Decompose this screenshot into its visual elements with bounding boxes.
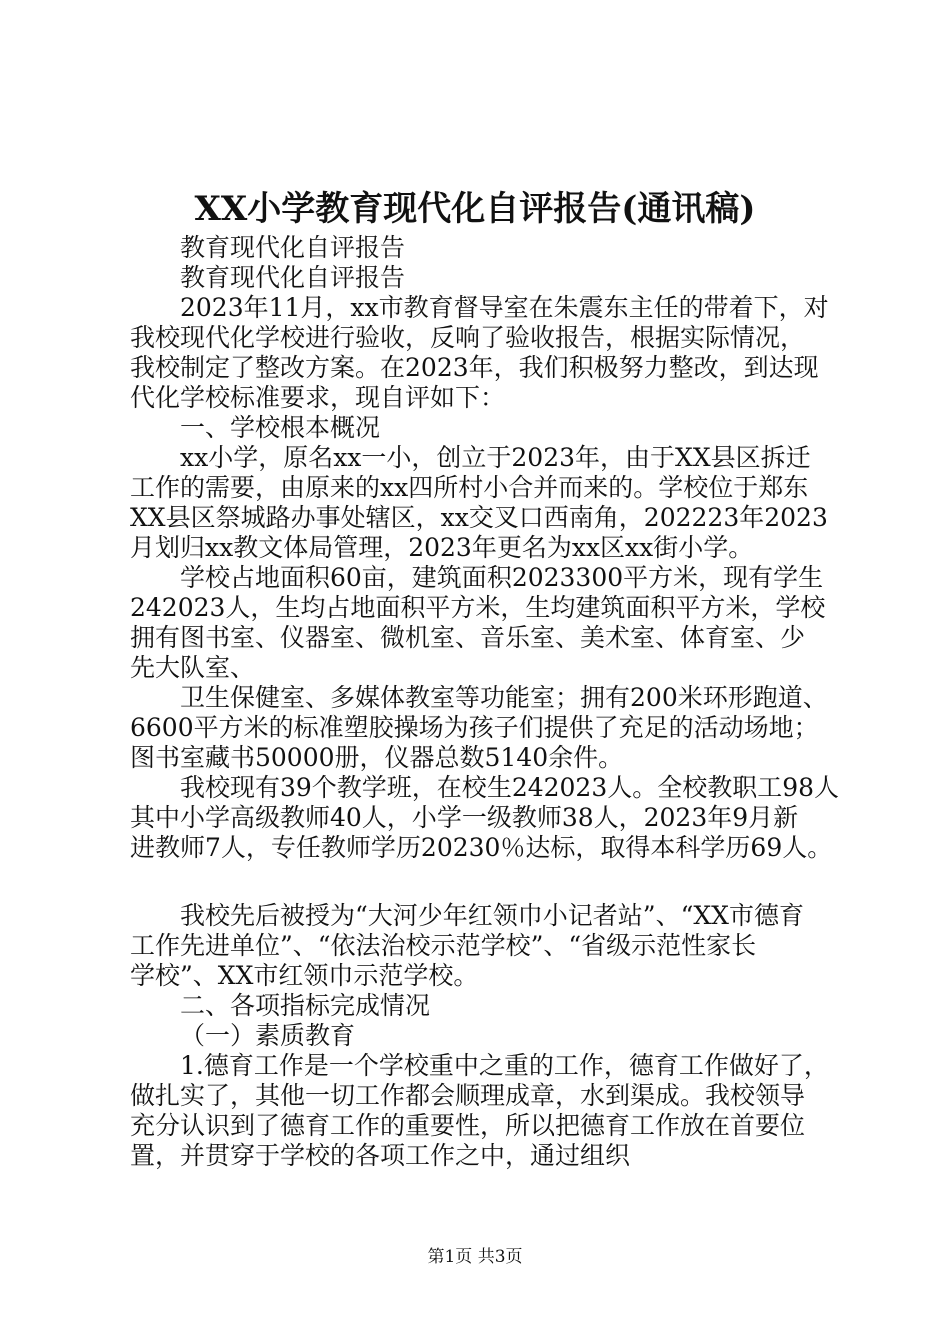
- section-heading: 二、各项指标完成情况: [180, 991, 431, 1020]
- document-title: XX小学教育现代化自评报告(通讯稿): [194, 189, 756, 229]
- subtitle-line: 教育现代化自评报告: [180, 263, 406, 292]
- document-body: [130, 233, 850, 1171]
- paragraph-line: 学校”、XX市红领巾示范学校。: [130, 961, 479, 990]
- paragraph-line: 工作的需要，由原来的xx四所村小合并而来的。学校位于郑东: [130, 473, 809, 502]
- paragraph-line: 我校制定了整改方案。在2023年，我们积极努力整改，到达现: [130, 353, 819, 382]
- paragraph-line: 进教师7人，专任教师学历20230％达标，取得本科学历69人。: [130, 833, 833, 862]
- paragraph-line: 2023年11月，xx市教育督导室在朱震东主任的带着下，对: [180, 293, 829, 322]
- paragraph-line: 图书室藏书50000册，仪器总数5140余件。: [130, 743, 624, 772]
- paragraph-line: XX县区祭城路办事处辖区，xx交叉口西南角，202223年2023: [130, 503, 828, 532]
- paragraph-line: 其中小学高级教师40人，小学一级教师38人，2023年9月新: [130, 803, 799, 832]
- paragraph-line: 代化学校标准要求，现自评如下：: [130, 383, 506, 412]
- paragraph-line: 1.德育工作是一个学校重中之重的工作，德育工作做好了，: [180, 1051, 829, 1080]
- paragraph-line: 242023人，生均占地面积平方米，生均建筑面积平方米，学校: [130, 593, 826, 622]
- paragraph-gap: [130, 863, 850, 901]
- paragraph-line: 我校先后被授为“大河少年红领巾小记者站”、“XX市德育: [180, 901, 804, 930]
- subtitle-line: 教育现代化自评报告: [180, 233, 406, 262]
- paragraph-line: 工作先进单位”、“依法治校示范学校”、“省级示范性家长: [130, 931, 757, 960]
- paragraph-line: 置，并贯穿于学校的各项工作之中，通过组织: [130, 1141, 631, 1170]
- page-footer: 第1页 共3页: [427, 1247, 523, 1267]
- paragraph-line: 学校占地面积60亩，建筑面积2023300平方米，现有学生: [180, 563, 824, 592]
- section-heading: 一、学校根本概况: [180, 413, 381, 442]
- paragraph-line: 先大队室、: [130, 653, 256, 682]
- paragraph-line: 充分认识到了德育工作的重要性，所以把德育工作放在首要位: [130, 1111, 806, 1140]
- paragraph-line: 拥有图书室、仪器室、微机室、音乐室、美术室、体育室、少: [130, 623, 806, 652]
- paragraph-line: 我校现代化学校进行验收，反响了验收报告，根据实际情况，: [130, 323, 806, 352]
- paragraph-line: xx小学，原名xx一小，创立于2023年，由于XX县区拆迁: [180, 443, 811, 472]
- paragraph-line: 我校现有39个教学班，在校生242023人。全校教职工98人: [180, 773, 840, 802]
- paragraph-line: 做扎实了，其他一切工作都会顺理成章，水到渠成。我校领导: [130, 1081, 806, 1110]
- subsection-heading: （一）素质教育: [180, 1021, 356, 1050]
- paragraph-line: 月划归xx教文体局管理，2023年更名为xx区xx街小学。: [130, 533, 754, 562]
- paragraph-line: 6600平方米的标准塑胶操场为孩子们提供了充足的活动场地；: [130, 713, 819, 742]
- paragraph-line: 卫生保健室、多媒体教室等功能室；拥有200米环形跑道、: [180, 683, 828, 712]
